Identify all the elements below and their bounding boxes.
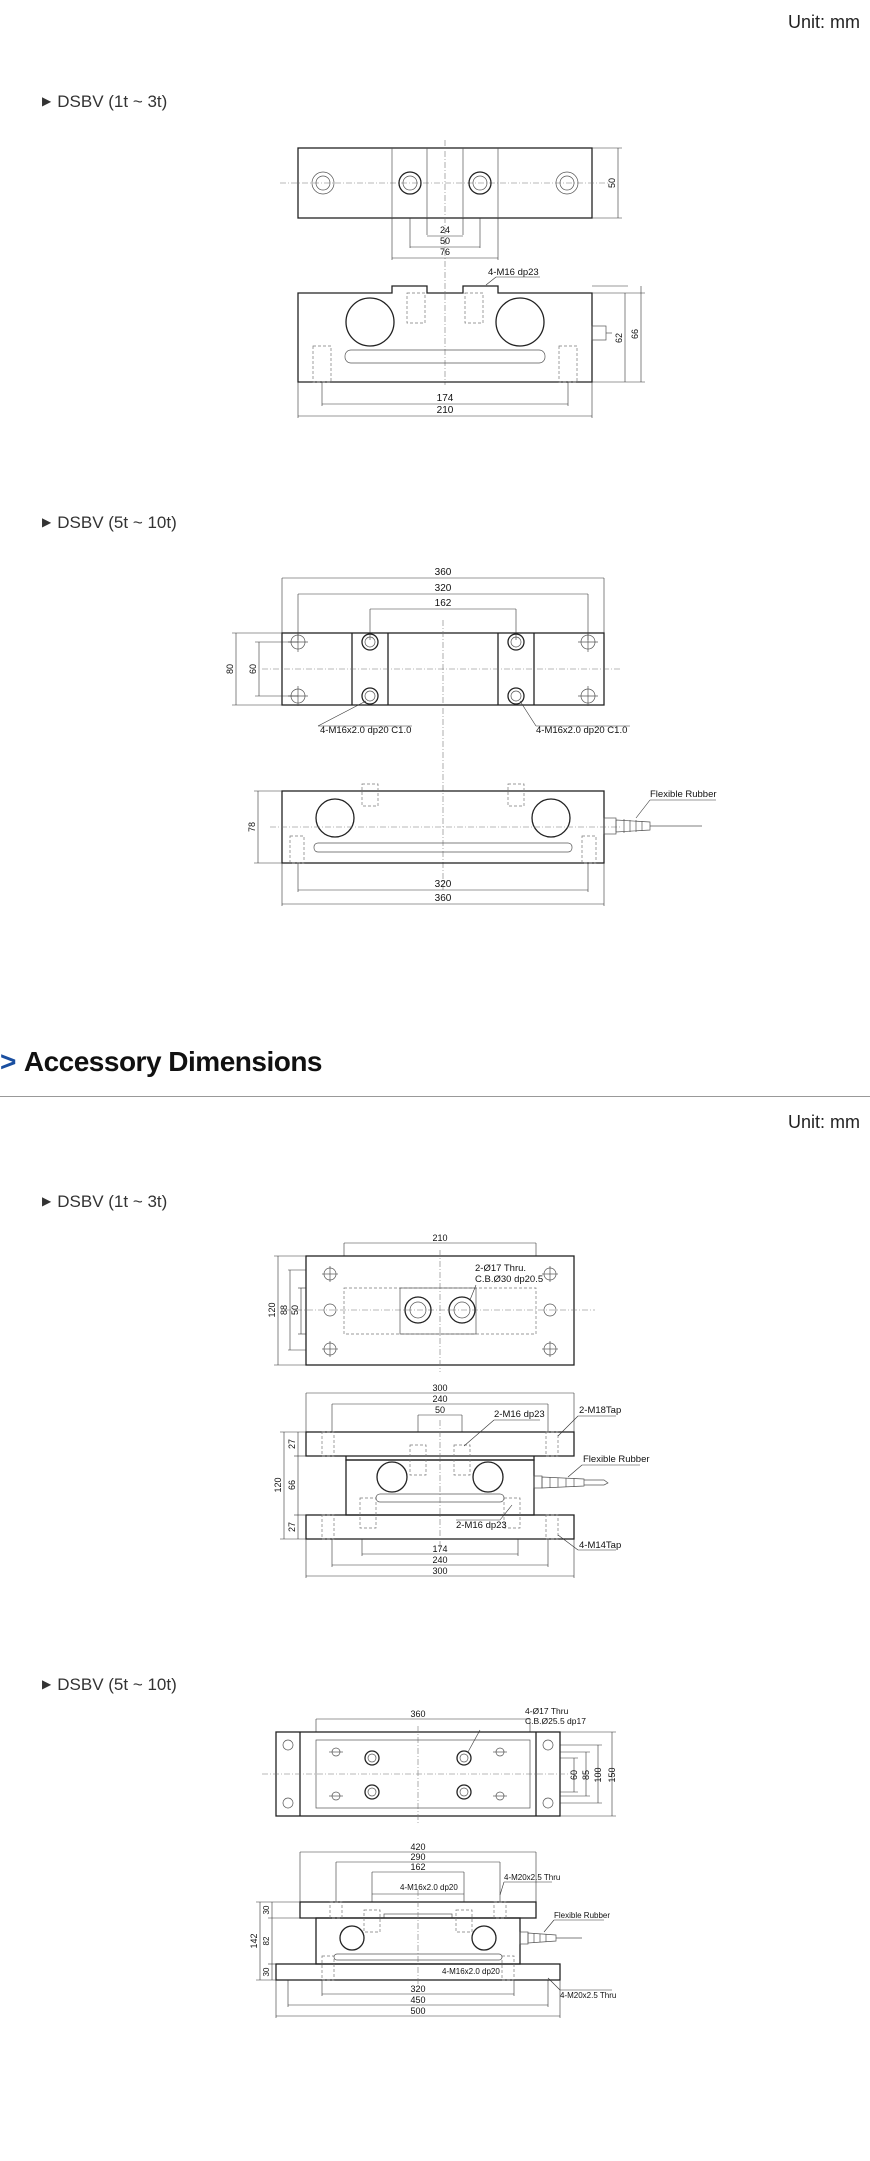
dim-420: 420: [410, 1842, 426, 1852]
triangle-bullet-icon: ▶: [42, 94, 52, 108]
accessory-5t-10t-drawing: [0, 1700, 870, 2040]
dim-162: 162: [410, 1862, 426, 1872]
callout-m14-tap: 4-M14Tap: [579, 1540, 622, 1551]
counterbore-hole: [365, 1785, 379, 1799]
callout-m18-tap: 2-M18Tap: [579, 1405, 622, 1416]
counterbore-hole: [457, 1751, 471, 1765]
bore-right: [532, 799, 570, 837]
callout-tap-left: 4-M16x2.0 dp20 C1.0: [320, 725, 412, 736]
dim-320: 320: [434, 583, 452, 594]
callout-counterbore: C.B.Ø25.5 dp17: [525, 1716, 586, 1726]
unit-label: Unit: mm: [788, 12, 860, 32]
section-title-accessory-dimensions: [0, 1046, 322, 1078]
mount-hole: [322, 1266, 338, 1282]
dim-height-66: 66: [630, 328, 640, 340]
dim-bottom-450: 450: [410, 1995, 426, 2005]
subhead-label: DSBV (1t ~ 3t): [57, 92, 168, 111]
dim-height-50: 50: [290, 1304, 300, 1316]
mount-hole: [322, 1341, 338, 1357]
dim-210: 210: [432, 1233, 448, 1243]
flexible-rubber-cable: [534, 1476, 608, 1488]
callout-m20-thru-top: 4-M20x2.5 Thru: [504, 1873, 561, 1882]
section-divider: [0, 1096, 870, 1097]
flexible-rubber-cable: [604, 818, 702, 834]
chevron-right-icon: >: [0, 1046, 16, 1077]
mount-hole: [283, 1740, 293, 1750]
dim-76: 76: [439, 247, 451, 257]
callout-top-tap: 2-M16 dp23: [494, 1409, 545, 1420]
dim-50: 50: [439, 236, 451, 246]
dim-174: 174: [436, 393, 454, 404]
mount-hole: [578, 632, 598, 652]
load-cell-1t-3t-drawing: [0, 140, 870, 430]
dim-height-82: 82: [262, 1936, 271, 1946]
dim-360: 360: [410, 1709, 426, 1719]
callout-tap-bottom: 4-M16x2.0 dp20: [442, 1967, 500, 1976]
subhead-accessory-5t-10t: [42, 1675, 177, 1695]
dim-height-66: 66: [287, 1479, 297, 1491]
bore-right: [473, 1462, 503, 1492]
dim-height-150: 150: [607, 1767, 617, 1783]
subhead-dsbv-1t-3t: [42, 92, 167, 112]
mount-hole: [542, 1266, 558, 1282]
dim-240: 240: [432, 1394, 448, 1404]
dim-360: 360: [434, 567, 452, 578]
subhead-label: DSBV (5t ~ 10t): [57, 513, 177, 532]
dim-300: 300: [432, 1383, 448, 1393]
mount-hole: [283, 1798, 293, 1808]
mount-hole: [578, 686, 598, 706]
triangle-bullet-icon: ▶: [42, 1194, 52, 1208]
dim-height-100: 100: [593, 1767, 603, 1783]
dim-height-62: 62: [614, 332, 624, 344]
bore-left: [346, 298, 394, 346]
unit-label: Unit: mm: [788, 1112, 860, 1132]
load-cell-5t-10t-drawing: [0, 560, 870, 910]
dim-bottom-300: 300: [432, 1566, 448, 1576]
triangle-bullet-icon: ▶: [42, 1677, 52, 1691]
bore-right: [496, 298, 544, 346]
dim-height-27: 27: [287, 1438, 297, 1450]
callout-tap: 4-M16x2.0 dp20: [400, 1883, 458, 1892]
dim-24: 24: [439, 225, 451, 235]
dim-height-80: 80: [225, 663, 235, 675]
counterbore-hole: [365, 1751, 379, 1765]
mount-hole: [329, 1748, 343, 1756]
callout-tap-right: 4-M16x2.0 dp20 C1.0: [536, 725, 628, 736]
dim-bottom-360: 360: [434, 893, 452, 904]
callout-m20-thru-bottom: 4-M20x2.5 Thru: [560, 1991, 617, 2000]
callout-bottom-tap: 2-M16 dp23: [456, 1520, 507, 1531]
subhead-label: DSBV (5t ~ 10t): [57, 1675, 177, 1694]
dim-top-50: 50: [434, 1405, 446, 1415]
cable-gland: [592, 326, 606, 340]
dim-bottom-500: 500: [410, 2006, 426, 2016]
bore-left: [316, 799, 354, 837]
counterbore-hole: [457, 1785, 471, 1799]
dim-height-120: 120: [267, 1302, 277, 1318]
callout-thru: 4-Ø17 Thru: [525, 1706, 569, 1716]
section-title-text: Accessory Dimensions: [23, 1046, 322, 1077]
callout-cable: Flexible Rubber: [583, 1454, 650, 1465]
mount-hole: [543, 1740, 553, 1750]
tap-hole: [508, 688, 524, 704]
dim-bottom-320: 320: [434, 879, 452, 890]
accessory-1t-3t-drawing: [0, 1228, 870, 1588]
callout-counterbore: C.B.Ø30 dp20.5: [475, 1274, 544, 1285]
dim-height-30: 30: [262, 1905, 271, 1915]
bore-left: [340, 1926, 364, 1950]
dim-height-27: 27: [287, 1521, 297, 1533]
dim-height-30: 30: [262, 1967, 271, 1977]
dim-162: 162: [434, 598, 452, 609]
dim-height-142: 142: [249, 1933, 259, 1949]
dim-290: 290: [410, 1852, 426, 1862]
callout-thru: 2-Ø17 Thru.: [475, 1263, 527, 1274]
front-view-outline: [298, 286, 592, 382]
triangle-bullet-icon: ▶: [42, 515, 52, 529]
subhead-accessory-1t-3t: [42, 1192, 167, 1212]
dim-height-50: 50: [607, 177, 617, 189]
dim-bottom-174: 174: [432, 1544, 448, 1554]
dim-height-88: 88: [279, 1304, 289, 1316]
dim-height-85: 85: [581, 1769, 591, 1781]
flexible-rubber-cable: [520, 1932, 582, 1944]
dim-height-78: 78: [247, 821, 257, 833]
mount-hole: [543, 1798, 553, 1808]
callout-cable: Flexible Rubber: [650, 789, 717, 800]
dim-210: 210: [436, 405, 454, 416]
subhead-dsbv-5t-10t: [42, 513, 177, 533]
dim-height-60: 60: [569, 1769, 579, 1781]
callout-cable: Flexible Rubber: [554, 1911, 611, 1920]
dim-bottom-320: 320: [410, 1984, 426, 1994]
mount-hole: [493, 1792, 507, 1800]
callout-tap: 4-M16 dp23: [488, 267, 539, 278]
dim-bottom-240: 240: [432, 1555, 448, 1565]
mount-hole: [542, 1341, 558, 1357]
mount-hole: [329, 1792, 343, 1800]
dim-height-60: 60: [248, 663, 258, 675]
mount-hole: [493, 1748, 507, 1756]
dim-height-120: 120: [273, 1477, 283, 1493]
bore-right: [472, 1926, 496, 1950]
subhead-label: DSBV (1t ~ 3t): [57, 1192, 168, 1211]
bore-left: [377, 1462, 407, 1492]
